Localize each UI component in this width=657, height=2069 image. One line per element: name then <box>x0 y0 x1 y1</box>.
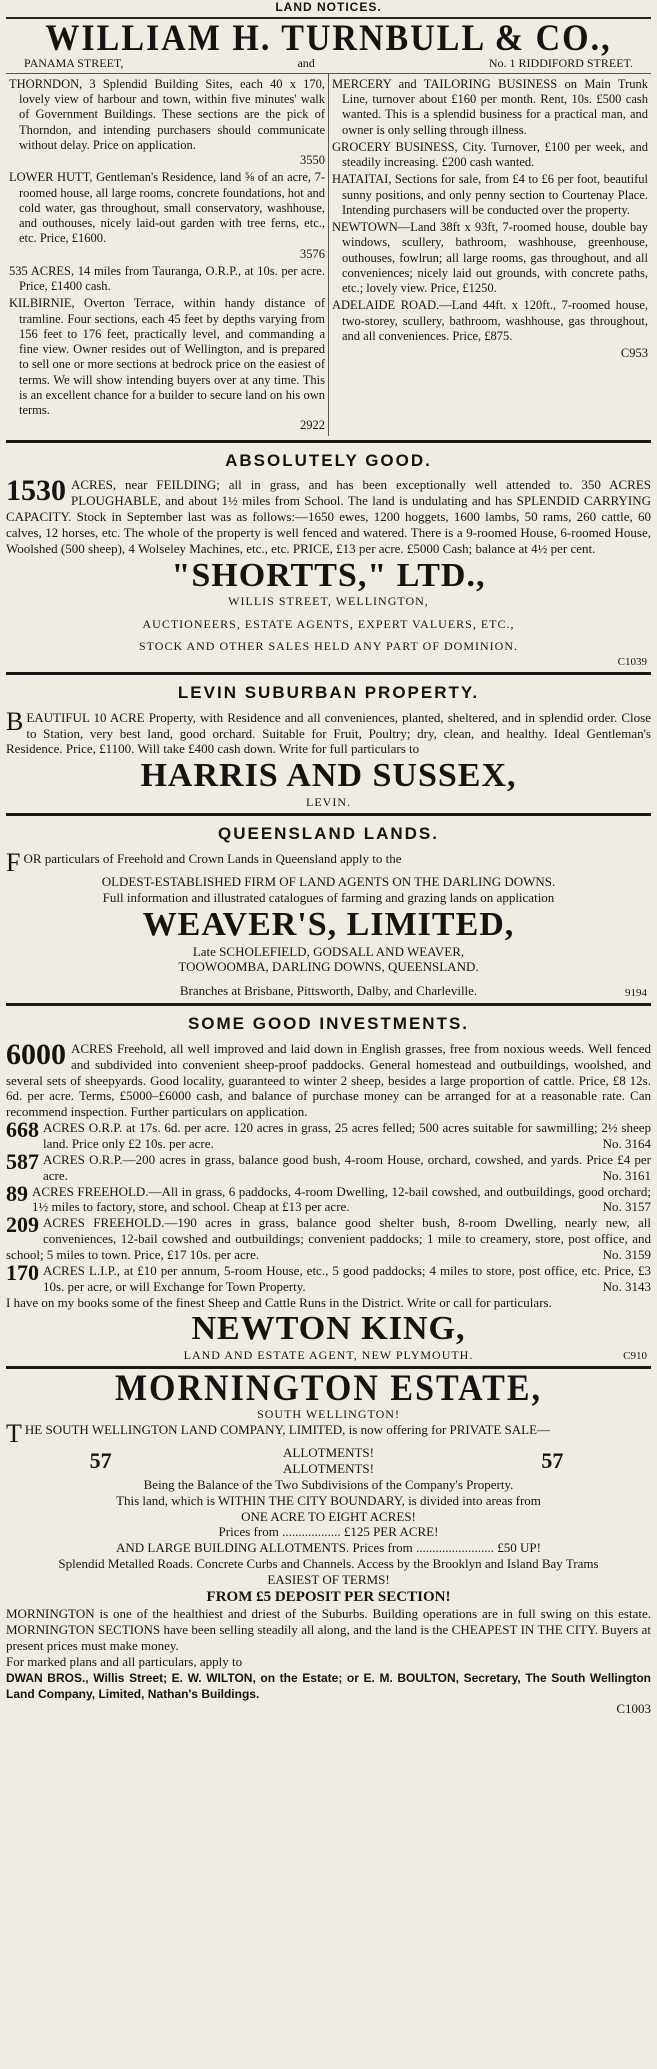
levin-text: B EAUTIFUL 10 ACRE Property, with Residence and all conveniences, planted, sheltered, and in splendid order. Close to Station, very best land, good orchard. Suitable for Fruit, Poultry; dry, clean, and healthy. Ideal Gentleman's Residence. Price, £1100. Will take £400 cash down. Write for full particulars to <box>6 706 651 757</box>
shortts-sales: STOCK AND OTHER SALES HELD ANY PART OF DOMINION. <box>139 639 518 654</box>
investments-closing: I have on my books some of the finest Sheep and Cattle Runs in the District. Write or call for particulars. <box>6 1294 552 1310</box>
mornington-apply: For marked plans and all particulars, apply to <box>6 1653 243 1669</box>
listing-lower-hutt: LOWER HUTT, Gentleman's Residence, land ⅝ of an acre, 7-roomed house, all large rooms, concrete foundations, hot and cold water, gas throughout, small conservatory, washhouse, and outhouses, nicely laid-out garden with tree ferns, etc., etc. Price, £1600. 3576 <box>9 170 325 261</box>
listing-grocery: GROCERY BUSINESS, City. Turnover, £100 per week, and steadily increasing. £200 cash wanted. <box>332 139 648 170</box>
absolutely-acre-count: 1530 <box>6 474 66 508</box>
newton-king-code: C910 <box>623 1350 647 1363</box>
turnbull-right-column <box>328 74 651 436</box>
mornington-intro: T HE SOUTH WELLINGTON LAND COMPANY, LIMITED, is now offering for PRIVATE SALE— <box>6 1418 551 1448</box>
queensland-oldest-firm: OLDEST-ESTABLISHED FIRM OF LAND AGENTS ON THE DARLING DOWNS. <box>101 874 556 890</box>
turnbull-addr-right: No. 1 RIDDIFORD STREET. <box>488 56 633 71</box>
newton-king-sub: LAND AND ESTATE AGENT, NEW PLYMOUTH. <box>183 1347 474 1362</box>
listing-kilbirnie: KILBIRNIE, Overton Terrace, within handy distance of tramline. Four sections, each 45 feet by depths varying from 156 feet to 176 feet, practically level, and commanding a fine view. Owner resides out of Wellington, and is prepared to sell one or more sections at bedrock price on the easiest of terms. We will show intending buyers over at any time. This is an excellent chance for a builder to secure land on his own terms. 2922 <box>9 296 325 433</box>
weavers-ad <box>6 816 651 1006</box>
weavers-town: TOOWOOMBA, DARLING DOWNS, QUEENSLAND. <box>178 959 479 975</box>
allotments-count-left: 57 <box>89 1447 112 1473</box>
mornington-para: MORNINGTON is one of the healthiest and driest of the Suburbs. Building operations are in full swing on this estate. MORNINGTON SECTIONS have been selling steadily all along, and the land is the CHEAPEST IN THE CITY. Buyers at present prices must make money. <box>6 1606 651 1653</box>
weavers-code: 9194 <box>625 986 647 999</box>
mornington-sub: SOUTH WELLINGTON! <box>257 1407 400 1422</box>
page-header: LAND NOTICES. <box>6 0 651 19</box>
absolutely-good-heading: ABSOLUTELY GOOD. <box>225 450 432 470</box>
listing-tauranga: 535 ACRES, 14 miles from Tauranga, O.R.P., at 10s. per acre. Price, £1400 cash. <box>9 263 325 294</box>
investment-6000: 6000 ACRES Freehold, all well improved and laid down in English grasses, free from noxious weeds. Well fenced and subdivided into convenient sheep-proof paddocks. General homestead and outbuildings, woolshed, and several sets of sheepyards. Good locality, guaranteed to winter 2 sheep, besides a large proportion of cattle. Price, £8 12s. 6d. per acre. Terms, £5000–£6000 cash, and balance of purchase money can be arranged for at a reasonable rate. Can recommend inspection. Further particulars on application. <box>6 1037 651 1120</box>
mornington-prices-acre: Prices from .................. £125 PER ACRE! <box>218 1524 439 1540</box>
turnbull-addr-left: PANAMA STREET, <box>24 56 124 71</box>
turnbull-left-column <box>6 74 328 436</box>
turnbull-addr-mid: and <box>297 56 315 71</box>
shortts-street: WILLIS STREET, WELLINGTON, <box>228 594 429 609</box>
turnbull-ad <box>6 19 651 443</box>
mornington-ad <box>6 1369 651 1721</box>
mornington-terms: EASIEST OF TERMS! <box>267 1572 390 1588</box>
mornington-firm-name: MORNINGTON ESTATE, <box>114 1368 543 1409</box>
queensland-text: F OR particulars of Freehold and Crown Lands in Queensland apply to the <box>6 848 402 878</box>
listing-thorndon: THORNDON, 3 Splendid Building Sites, each 40 x 170, lovely view of harbour and town, within five minutes' walk of Government Buildings. These sections are the pick of Thorndon, and intending purchasers should communicate without delay. Price on application. 3550 <box>9 76 325 168</box>
weavers-firm-name: WEAVER'S, LIMITED, <box>142 906 515 944</box>
mornington-city: This land, which is WITHIN THE CITY BOUNDARY, is divided into areas from <box>116 1492 541 1508</box>
newton-king-firm-name: NEWTON KING, <box>191 1310 466 1348</box>
mornington-code: C1003 <box>616 1701 651 1717</box>
queensland-catalogues: Full information and illustrated catalogues of farming and grazing lands on application <box>102 890 555 906</box>
turnbull-address <box>6 56 651 73</box>
levin-heading: LEVIN SUBURBAN PROPERTY. <box>177 682 480 702</box>
queensland-heading: QUEENSLAND LANDS. <box>217 824 439 844</box>
shortts-firm-name: "SHORTTS," LTD., <box>171 556 486 594</box>
mornington-roads: Splendid Metalled Roads. Concrete Curbs and Channels. Access by the Brooklyn and Island Bay Trams <box>58 1556 599 1572</box>
newton-king-ad <box>6 1006 651 1369</box>
mornington-contacts: DWAN BROS., Willis Street; E. W. WILTON, on the Estate; or E. M. BOULTON, Secretary, The South Wellington Land Company, Limited, Nathan's Buildings. <box>6 1670 652 1701</box>
allotments-count-right: 57 <box>541 1447 564 1473</box>
levin-ad <box>6 675 651 816</box>
harris-sussex-town: LEVIN. <box>306 794 351 809</box>
listing-hataitai: HATAITAI, Sections for sale, from £4 to £6 per foot, beautiful sunny positions, and only penny section to Courtenay Place. Intending purchasers will be conducted over the property. <box>332 172 648 217</box>
mornington-allotments: 57 ALLOTMENTS! ALLOTMENTS! 57 <box>89 1445 564 1477</box>
shortts-ad <box>6 443 651 675</box>
listing-adelaide-road: ADELAIDE ROAD.—Land 44ft. x 120ft., 7-roomed house, two-storey, scullery, bathroom, washhouse, gas throughout, and all conveniences. Price, £875. <box>332 298 648 343</box>
mornington-acres: ONE ACRE TO EIGHT ACRES! <box>241 1508 416 1524</box>
investment-668: 668 ACRES O.R.P. at 17s. 6d. per acre. 120 acres in grass, 25 acres felled; 500 acres suitable for sawmilling; 2½ sheep land. Price only £2 10s. per acre. No. 3164 <box>6 1117 651 1152</box>
listing-newtown: NEWTOWN—Land 38ft x 93ft, 7-roomed house, double bay windows, scullery, bathroom, washhouse, greenhouse, outhouses, fowlrun; all large rooms, gas throughout, and all conveniences; nicely laid out grounds, with concrete paths, etc.; lovely view. Price, £1250. <box>332 220 648 296</box>
investments-heading: SOME GOOD INVESTMENTS. <box>187 1014 470 1034</box>
harris-sussex-firm-name: HARRIS AND SUSSEX, <box>140 757 517 795</box>
weavers-late: Late SCHOLEFIELD, GODSALL AND WEAVER, <box>192 943 465 959</box>
mornington-balance: Being the Balance of the Two Subdivisions of the Company's Property. <box>143 1476 514 1492</box>
listing-mercery: MERCERY and TAILORING BUSINESS on Main Trunk Line, turnover about £160 per month. Rent, 10s. £500 cash wanted. This is a splendid business for a practical man, and owner is only selling through illness. <box>332 76 648 137</box>
shortts-code: C1039 <box>617 655 647 668</box>
shortts-services: AUCTIONEERS, ESTATE AGENTS, EXPERT VALUERS, ETC., <box>142 616 515 631</box>
weavers-branches: Branches at Brisbane, Pittsworth, Dalby, and Charleville. <box>179 983 478 999</box>
mornington-deposit: FROM £5 DEPOSIT PER SECTION! <box>206 1588 451 1605</box>
turnbull-code: C953 <box>620 346 648 361</box>
turnbull-columns <box>6 73 651 436</box>
absolutely-good-text: 1530 ACRES, near FEILDING; all in grass, and has been exceptionally well attended to. 350 ACRES PLOUGHABLE, and about 1½ miles from School. The land is undulating and has SPLENDID CARRYING CAPACITY. Stock in September last was as follows:—1650 ewes, 1200 hoggets, 1600 lambs, 50 rams, 260 cattle, 60 calves, 12 horses, etc. The whole of the property is well fenced and watered. There is a 9-roomed House, 6-roomed House, Woolshed (500 sheep), 4 Wolseley Machines, etc., etc. PRICE, £13 per acre. £5000 Cash; balance at 4½ per cent. <box>6 474 651 556</box>
investment-209: 209 ACRES FREEHOLD.—190 acres in grass, balance good shelter bush, 8-room Dwelling, nearly new, all conveniences, 12-bail cowshed and outbuildings; convenient paddocks; 1 mile to creamery, store, post office, and school; 5 miles to town. Price, £17 10s. per acre. No. 3159 <box>6 1212 651 1263</box>
investment-170: 170 ACRES L.I.P., at £10 per annum, 5-room House, etc., 5 good paddocks; 4 miles to store, post office, etc. Price, £3 10s. per acre, or will Exchange for Town Property. No. 3143 <box>6 1259 651 1294</box>
mornington-prices-building: AND LARGE BUILDING ALLOTMENTS. Prices from ........................ £50 UP! <box>116 1540 541 1556</box>
turnbull-firm-name: WILLIAM H. TURNBULL & CO., <box>45 18 612 59</box>
investment-89: 89 ACRES FREEHOLD.—All in grass, 6 paddocks, 4-room Dwelling, 12-bail cowshed, and outbuildings, good orchard; 1½ miles to factory, store, and school. Cheap at £13 per acre. No. 3157 <box>6 1180 651 1215</box>
investment-587: 587 ACRES O.R.P.—200 acres in grass, balance good bush, 4-room House, orchard, cowshed, and yards. Price £4 per acre. No. 3161 <box>6 1148 651 1183</box>
